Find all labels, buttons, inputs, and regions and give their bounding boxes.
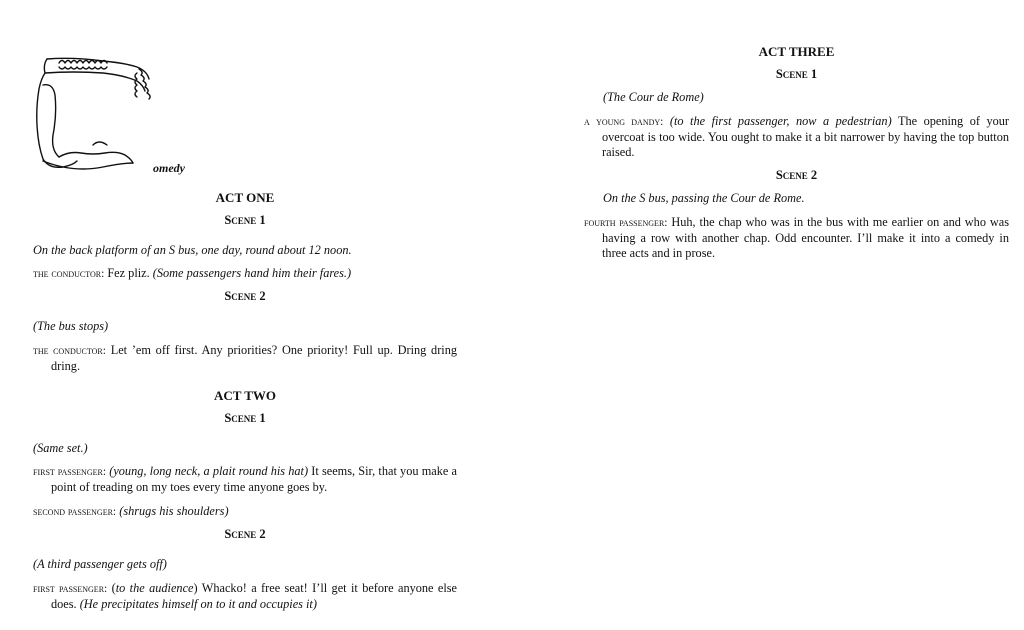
dialogue-line: first passenger: (young, long neck, a plait round his hat) It seems, Sir, that you make a point of treading on my toes every time anyone goes by. [33, 464, 457, 494]
stage-direction: On the S bus, passing the Cour de Rome. [603, 191, 805, 205]
drop-cap-c-illustration [33, 55, 153, 175]
title-word: omedy [153, 161, 185, 175]
speaker-name: a young dandy: [584, 116, 664, 128]
dialogue-line: the conductor: Let ’em off first. Any priorities? One priority! Full up. Dring dring dring. [33, 343, 457, 373]
dialogue-line: a young dandy: (to the first passenger, now a pedestrian) The opening of your overcoat is too wide. You ought to make it a bit narrower by having the top button raised. [584, 114, 1010, 159]
stage-direction: On the back platform of an S bus, one day, round about 12 noon. [33, 243, 352, 257]
act-three-scene-1-heading: Scene 1 [775, 67, 818, 81]
stage-direction: (A third passenger gets off) [33, 557, 167, 571]
act-three-scene-2-heading: Scene 2 [775, 168, 818, 182]
dialogue-line: second passenger: (shrugs his shoulders) [33, 504, 229, 518]
stage-direction: (The Cour de Rome) [603, 90, 704, 104]
stage-direction: (The bus stops) [33, 319, 109, 333]
dialogue-line: first passenger: (to the audience) Whacko! a free seat! I’ll get it before anyone else does. (He precipitates himself on to it and occupies it) [33, 581, 457, 611]
act-one-scene-1-heading: Scene 1 [224, 213, 266, 227]
stage-direction: (Same set.) [33, 441, 88, 455]
speaker-name: second passenger: [33, 506, 117, 518]
act-two-scene-2-heading: Scene 2 [224, 527, 266, 541]
act-two-scene-1-heading: Scene 1 [224, 411, 266, 425]
act-three-heading: ACT THREE [758, 44, 835, 59]
dialogue-line: the conductor: Fez pliz. (Some passengers hand him their fares.) [33, 266, 352, 280]
speaker-name: fourth passenger: [584, 217, 668, 229]
speaker-name: the conductor: [33, 268, 105, 280]
dialogue-line: fourth passenger: Huh, the chap who was in the bus with me earlier on and who was having a row with another chap. Odd encounter. I’ll make it into a comedy in three acts and in prose. [584, 215, 1009, 260]
speaker-name: first passenger: [33, 583, 108, 595]
speaker-name: the conductor: [33, 345, 106, 357]
act-one-heading: ACT ONE [215, 190, 275, 205]
act-two-heading: ACT TWO [213, 388, 276, 403]
speaker-name: first passenger: [33, 466, 107, 478]
act-one-scene-2-heading: Scene 2 [224, 289, 266, 303]
